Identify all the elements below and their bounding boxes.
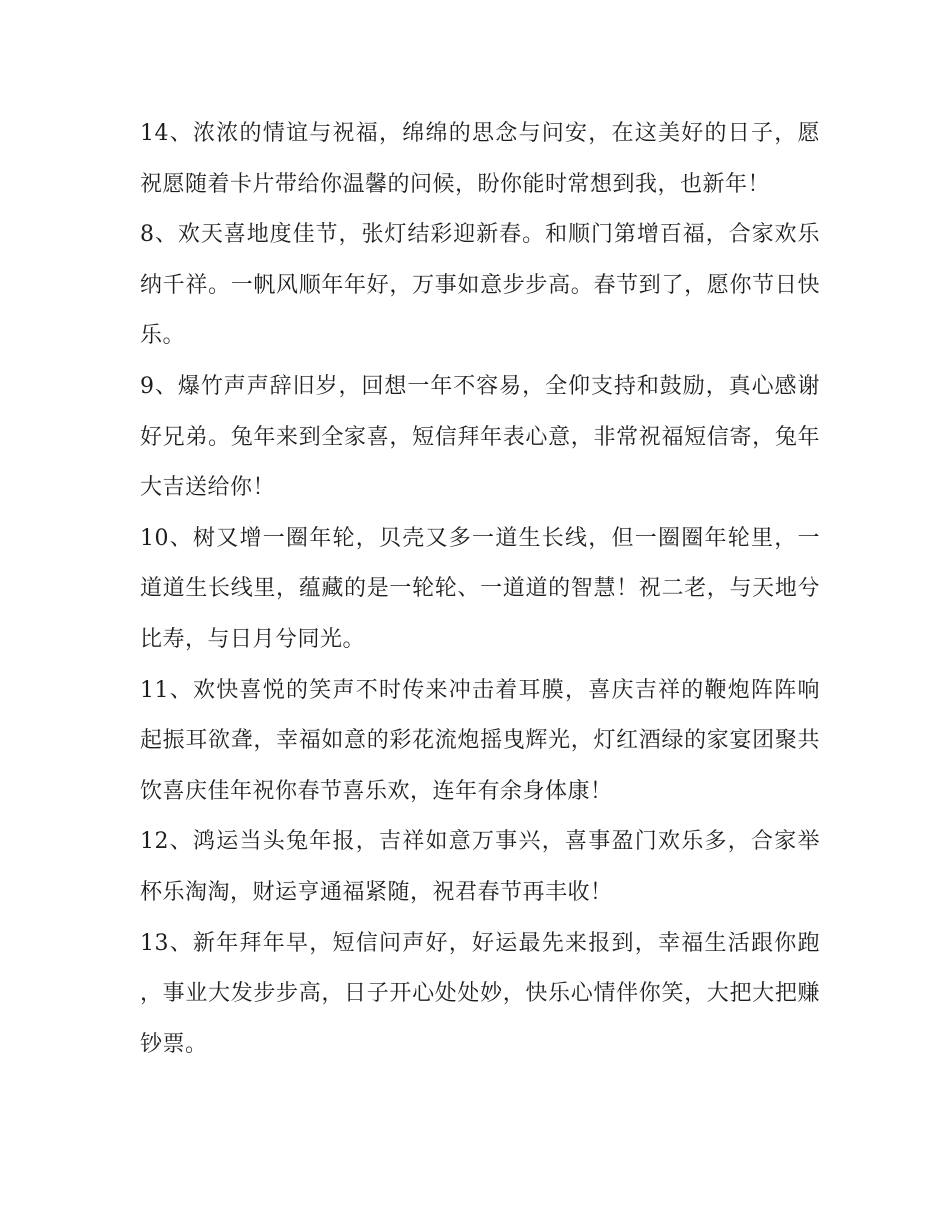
greeting-entry-11: 11、欢快喜悦的笑声不时传来冲击着耳膜，喜庆吉祥的鞭炮阵阵响起振耳欲聋，幸福如意的彩花流炮摇曳辉光，灯红酒绿的家宴团聚共饮喜庆佳年祝你春节喜乐欢，连年有余身体康！ — [140, 677, 820, 804]
greeting-entry-10: 10、树又增一圈年轮，贝壳又多一道生长线，但一圈圈年轮里，一道道生长线里，蕴藏的是一轮轮、一道道的智慧！祝二老，与天地兮比寿，与日月兮同光。 — [140, 525, 820, 652]
greeting-entry-8: 8、欢天喜地度佳节，张灯结彩迎新春。和顺门第增百福，合家欢乐纳千祥。一帆风顺年年好，万事如意步步高。春节到了，愿你节日快乐。 — [140, 222, 820, 349]
greeting-entry-13: 13、新年拜年早，短信问声好，好运最先来报到，幸福生活跟你跑，事业大发步步高，日子开心处处妙，快乐心情伴你笑，大把大把赚钞票。 — [140, 930, 820, 1057]
greeting-entry-14: 14、浓浓的情谊与祝福，绵绵的思念与问安，在这美好的日子，愿祝愿随着卡片带给你温馨的问候，盼你能时常想到我，也新年！ — [140, 121, 820, 197]
greeting-entry-9: 9、爆竹声声辞旧岁，回想一年不容易，全仰支持和鼓励，真心感谢好兄弟。兔年来到全家喜，短信拜年表心意，非常祝福短信寄，兔年大吉送给你！ — [140, 373, 820, 501]
greeting-entry-12: 12、鸿运当头兔年报，吉祥如意万事兴，喜事盈门欢乐多，合家举杯乐淘淘，财运亨通福紧随，祝君春节再丰收！ — [140, 829, 820, 905]
document-body — [140, 109, 820, 1070]
